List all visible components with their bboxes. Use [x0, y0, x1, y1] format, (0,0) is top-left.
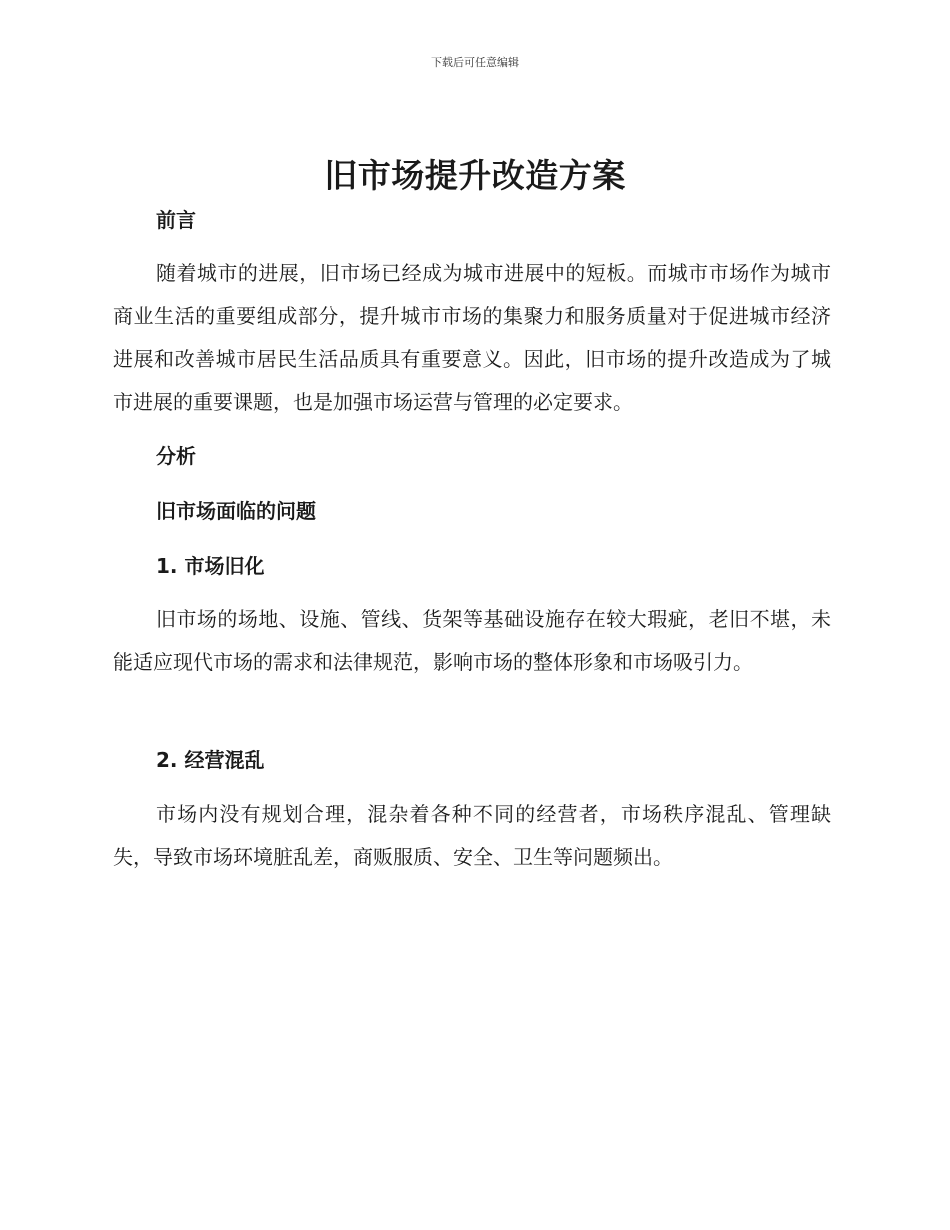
- preface-paragraph: 随着城市的进展，旧市场已经成为城市进展中的短板。而城市市场作为城市商业生活的重要组成部分，提升城市市场的集聚力和服务质量对于促进城市经济进展和改善城市居民生活品质具有重要意义。因此，旧市场的提升改造成为了城市进展的重要课题，也是加强市场运营与管理的必定要求。: [113, 261, 831, 414]
- page-header-note: 下载后可任意编辑: [431, 56, 519, 69]
- item1-section: [113, 552, 831, 580]
- document-title: 旧市场提升改造方案: [324, 156, 626, 195]
- item1-heading: 1. 市场旧化: [156, 554, 265, 578]
- preface-section: [113, 206, 831, 234]
- item2-heading: 2. 经营混乱: [156, 748, 265, 772]
- analysis-section: [113, 442, 831, 470]
- problems-section: [113, 497, 831, 525]
- analysis-heading: 分析: [156, 444, 196, 468]
- item2-paragraph: 市场内没有规划合理，混杂着各种不同的经营者，市场秩序混乱、管理缺失，导致市场环境脏乱差，商贩服质、安全、卫生等问题频出。: [113, 802, 831, 869]
- item1-paragraph: 旧市场的场地、设施、管线、货架等基础设施存在较大瑕疵，老旧不堪，未能适应现代市场的需求和法律规范，影响市场的整体形象和市场吸引力。: [113, 607, 831, 674]
- preface-heading: 前言: [156, 208, 196, 232]
- problems-heading: 旧市场面临的问题: [156, 499, 316, 523]
- preface-paragraph-block: [113, 252, 831, 424]
- item1-paragraph-block: [113, 598, 831, 684]
- item2-section: [113, 746, 831, 774]
- item2-paragraph-block: [113, 793, 831, 879]
